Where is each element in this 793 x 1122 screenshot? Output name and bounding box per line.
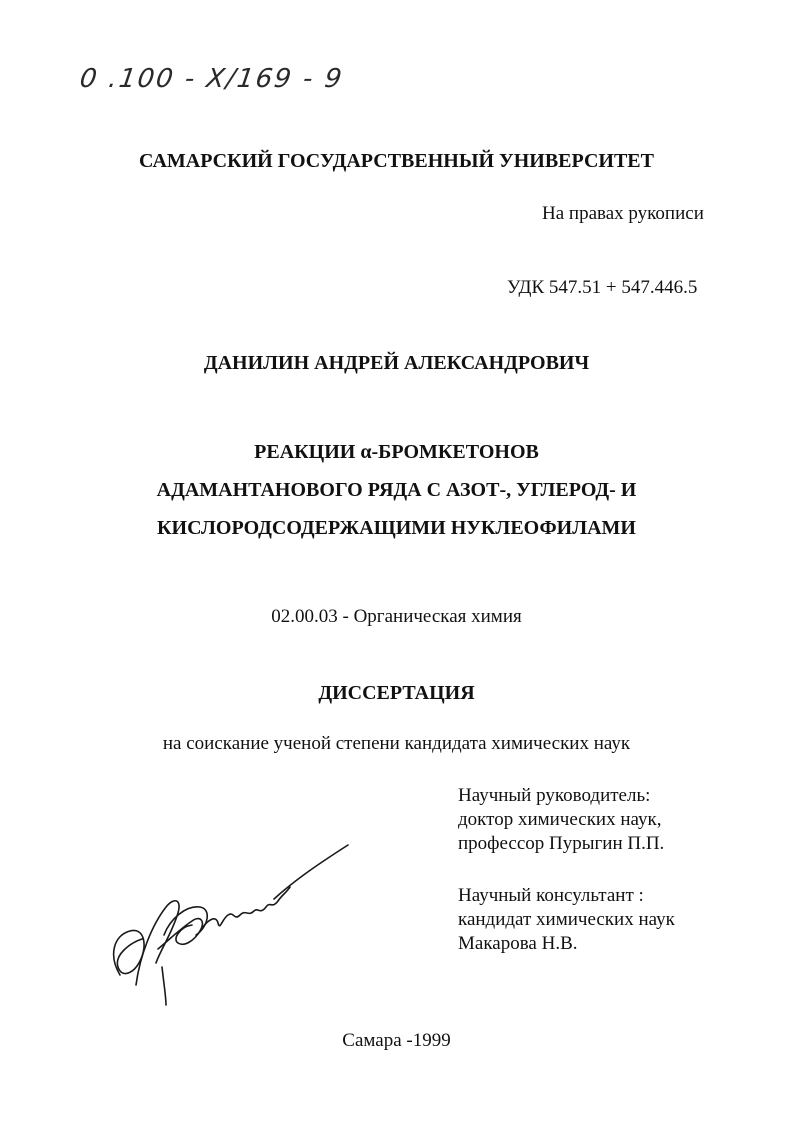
manuscript-rights: На правах рукописи (542, 203, 704, 224)
consultant-role: Научный консультант : (458, 885, 644, 906)
thesis-title-line-2: АДАМАНТАНОВОГО РЯДА С АЗОТ-, УГЛЕРОД- И (156, 479, 637, 501)
handwritten-archive-number: 0 .100 - Х/169 - 9 (77, 64, 346, 94)
specialty-code: 02.00.03 - Органическая химия (271, 606, 522, 627)
signature-image (100, 835, 360, 1010)
supervisor-block (458, 784, 664, 856)
author-name: ДАНИЛИН АНДРЕЙ АЛЕКСАНДРОВИЧ (203, 352, 590, 374)
consultant-degree: кандидат химических наук (458, 909, 675, 930)
thesis-title-line-3: КИСЛОРОДСОДЕРЖАЩИМИ НУКЛЕОФИЛАМИ (157, 517, 636, 539)
university-name: САМАРСКИЙ ГОСУДАРСТВЕННЫЙ УНИВЕРСИТЕТ (139, 150, 654, 172)
place-and-year: Самара -1999 (342, 1030, 451, 1051)
udc-code: УДК 547.51 + 547.446.5 (507, 277, 698, 298)
thesis-title-line-1: РЕАКЦИИ α-БРОМКЕТОНОВ (254, 441, 539, 463)
supervisor-degree: доктор химических наук, (458, 809, 662, 830)
consultant-name: Макарова Н.В. (458, 933, 578, 954)
degree-statement: на соискание ученой степени кандидата химических наук (162, 733, 631, 754)
supervisor-role: Научный руководитель: (458, 785, 651, 806)
supervisor-name: профессор Пурыгин П.П. (458, 833, 665, 854)
document-type: ДИССЕРТАЦИЯ (318, 682, 475, 704)
consultant-block (458, 884, 675, 956)
